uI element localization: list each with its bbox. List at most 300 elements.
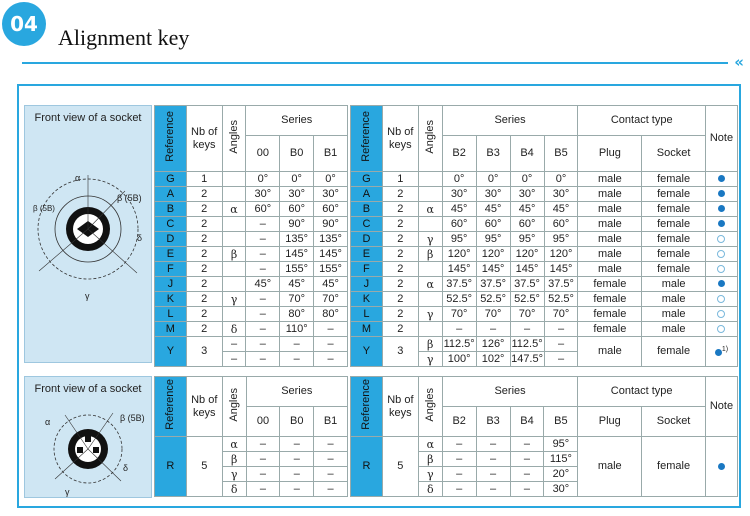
table-cell: 2 [186, 247, 222, 262]
table-cell: 0° [314, 172, 348, 187]
table-cell: 37.5° [476, 277, 510, 292]
filled-dot-icon [718, 175, 725, 182]
table-cell: 95° [510, 232, 544, 247]
reference-header: Reference [155, 377, 187, 437]
section-number-badge: 04 [2, 2, 46, 46]
table-cell: 30° [544, 187, 578, 202]
series-col: B4 [510, 136, 544, 172]
panel-caption: Front view of a socket [34, 112, 142, 124]
table-cell: 2 [382, 232, 418, 247]
reference-cell: C [155, 217, 187, 232]
table-cell: 135° [280, 232, 314, 247]
table-cell: 120° [510, 247, 544, 262]
table-cell: – [510, 437, 544, 452]
table-cell: 60° [314, 202, 348, 217]
angle-cell: γ [418, 307, 442, 322]
table-cell: – [544, 322, 578, 337]
page-title: Alignment key [58, 25, 190, 50]
table-cell: 52.5° [510, 292, 544, 307]
socket-cell: male [642, 307, 706, 322]
table-row [155, 217, 348, 232]
reference-cell: B [155, 202, 187, 217]
table-cell: 2 [382, 202, 418, 217]
table-cell: – [246, 247, 280, 262]
socket-front-view-panel [24, 105, 152, 363]
table-cell: – [442, 322, 476, 337]
table-cell: 80° [280, 307, 314, 322]
angle-cell: α [222, 202, 246, 217]
plug-cell: male [578, 337, 642, 367]
angle-cell: γ [418, 467, 442, 482]
angle-cell: α [418, 277, 442, 292]
nb-keys-header: Nb of keys [382, 106, 418, 172]
table-cell: 2 [186, 262, 222, 277]
table-row [155, 202, 348, 217]
table-cell: – [314, 452, 348, 467]
reference-cell: K [351, 292, 383, 307]
series-col: B5 [544, 136, 578, 172]
socket-cell: female [642, 247, 706, 262]
table-cell: 2 [186, 232, 222, 247]
contact-type-header: Contact type [578, 377, 706, 407]
table-cell: – [442, 482, 476, 497]
table-cell: 2 [186, 292, 222, 307]
table-cell: 120° [476, 247, 510, 262]
table-cell: – [280, 467, 314, 482]
table-cell: 100° [442, 352, 476, 367]
double-chevron-left-icon: « [734, 53, 744, 71]
table-cell: 2 [382, 307, 418, 322]
table-cell: 0° [544, 172, 578, 187]
table-row [351, 232, 738, 247]
table-cell: – [246, 467, 280, 482]
alignment-table-r-right [350, 376, 738, 497]
angle-cell [418, 262, 442, 277]
note-cell [705, 337, 737, 367]
filled-dot-icon [715, 349, 722, 356]
table-cell: – [246, 337, 280, 352]
table-cell: 95° [544, 437, 578, 452]
note-cell [705, 437, 737, 497]
angles-header: Angles [222, 377, 246, 437]
panel-caption: Front view of a socket [34, 383, 142, 395]
angle-cell: γ [222, 292, 246, 307]
angles-header: Angles [418, 377, 442, 437]
angle-cell [222, 262, 246, 277]
reference-cell: R [351, 437, 383, 497]
table-cell: 155° [314, 262, 348, 277]
plug-cell: male [578, 172, 642, 187]
angle-cell [222, 217, 246, 232]
reference-cell: E [155, 247, 187, 262]
table-row [155, 262, 348, 277]
table-cell: 115° [544, 452, 578, 467]
note-cell [705, 322, 737, 337]
empty-dot-icon [717, 235, 725, 243]
table-cell: 70° [510, 307, 544, 322]
table-cell: – [442, 437, 476, 452]
beta-label-right: β (5B) [117, 193, 142, 203]
angle-cell: γ [418, 232, 442, 247]
table-cell: 80° [314, 307, 348, 322]
table-cell: 2 [382, 217, 418, 232]
table-row [155, 322, 348, 337]
table-cell: – [510, 467, 544, 482]
angle-cell: β [418, 452, 442, 467]
table-cell: – [442, 452, 476, 467]
plug-cell: female [578, 307, 642, 322]
empty-dot-icon [717, 295, 725, 303]
table-cell: 120° [442, 247, 476, 262]
socket-drawing [25, 161, 151, 361]
table-cell: 70° [442, 307, 476, 322]
table-cell: – [314, 467, 348, 482]
table-cell: 90° [280, 217, 314, 232]
nb-keys-header: Nb of keys [382, 377, 418, 437]
table-cell: 60° [510, 217, 544, 232]
table-cell: – [222, 352, 246, 367]
angle-cell: β [222, 452, 246, 467]
table-cell: 2 [382, 262, 418, 277]
table-cell: 95° [544, 232, 578, 247]
table-cell: 5 [186, 437, 222, 497]
angle-cell [222, 187, 246, 202]
angle-cell: α [418, 437, 442, 452]
angle-cell: α [418, 202, 442, 217]
table-cell: 2 [382, 322, 418, 337]
table-cell: 120° [544, 247, 578, 262]
empty-dot-icon [717, 265, 725, 273]
table-cell: – [510, 322, 544, 337]
plug-cell: male [578, 202, 642, 217]
table-cell: – [246, 482, 280, 497]
table-cell: – [314, 352, 348, 367]
table-row [351, 277, 738, 292]
table-cell: 45° [476, 202, 510, 217]
table-row [351, 202, 738, 217]
reference-cell: M [155, 322, 187, 337]
reference-header: Reference [351, 377, 383, 437]
plug-cell: female [578, 322, 642, 337]
table-cell: – [280, 437, 314, 452]
socket-cell: female [642, 187, 706, 202]
alpha-label: α [75, 173, 81, 183]
socket-cell: male [642, 292, 706, 307]
table-cell: 20° [544, 467, 578, 482]
socket-drawing-r [25, 399, 151, 499]
reference-cell: M [351, 322, 383, 337]
table-cell: – [510, 452, 544, 467]
table-cell: 30° [246, 187, 280, 202]
table-cell: 52.5° [442, 292, 476, 307]
table-row [351, 262, 738, 277]
table-cell: 145° [280, 247, 314, 262]
table-cell: 0° [246, 172, 280, 187]
filled-dot-icon [718, 190, 725, 197]
table-cell: 145° [314, 247, 348, 262]
table-cell: – [476, 467, 510, 482]
table-row [155, 172, 348, 187]
table-cell: – [476, 437, 510, 452]
table-row [155, 247, 348, 262]
table-cell: 37.5° [544, 277, 578, 292]
table-row [351, 217, 738, 232]
socket-cell: female [642, 202, 706, 217]
table-cell: – [510, 482, 544, 497]
series-col: B3 [476, 136, 510, 172]
angle-cell [222, 172, 246, 187]
plug-header: Plug [578, 407, 642, 437]
table-cell: 30° [510, 187, 544, 202]
angle-cell [418, 217, 442, 232]
table-cell: 30° [314, 187, 348, 202]
plug-cell: female [578, 277, 642, 292]
angle-cell: α [222, 437, 246, 452]
nb-keys-header: Nb of keys [186, 106, 222, 172]
table-cell: 45° [280, 277, 314, 292]
table-cell: 70° [314, 292, 348, 307]
filled-dot-icon [718, 205, 725, 212]
note-cell [705, 247, 737, 262]
series-col: B3 [476, 407, 510, 437]
footnote-ref: 1) [721, 346, 729, 354]
angle-cell: β [222, 247, 246, 262]
note-cell [705, 307, 737, 322]
series-header: Series [442, 106, 578, 136]
table-row [351, 187, 738, 202]
angle-cell: γ [222, 467, 246, 482]
socket-cell: male [642, 322, 706, 337]
table-cell: 30° [544, 482, 578, 497]
angle-cell [418, 172, 442, 187]
table-cell: 60° [544, 217, 578, 232]
table-cell: 112.5° [511, 337, 543, 350]
table-cell: – [314, 337, 348, 352]
table-cell: – [280, 337, 314, 352]
table-cell: 0° [510, 172, 544, 187]
plug-cell: male [578, 437, 642, 497]
plug-cell: male [578, 232, 642, 247]
reference-cell: L [155, 307, 187, 322]
angle-cell [222, 232, 246, 247]
socket-cell: female [642, 262, 706, 277]
plug-cell: male [578, 187, 642, 202]
series-col: 00 [246, 407, 280, 437]
series-col: B0 [280, 407, 314, 437]
table-cell: 2 [382, 277, 418, 292]
table-cell: 95° [442, 232, 476, 247]
table-cell: 30° [476, 187, 510, 202]
table-cell: – [246, 437, 280, 452]
table-cell: – [442, 467, 476, 482]
table-cell: 1 [382, 172, 418, 187]
reference-cell: B [351, 202, 383, 217]
table-cell: 2 [186, 322, 222, 337]
table-cell: – [246, 217, 280, 232]
note-cell [705, 277, 737, 292]
angle-cell: β [418, 337, 442, 352]
empty-dot-icon [717, 310, 725, 318]
reference-cell: K [155, 292, 187, 307]
nb-keys-header: Nb of keys [186, 377, 222, 437]
reference-cell: C [351, 217, 383, 232]
series-col: B4 [510, 407, 544, 437]
table-row [155, 232, 348, 247]
table-cell: 145° [476, 262, 510, 277]
angle-cell: γ [418, 352, 442, 367]
table-cell: 112.5° [443, 337, 475, 350]
socket-front-view-panel-r [24, 376, 152, 498]
contact-type-header: Contact type [578, 106, 706, 136]
table-cell: 52.5° [476, 292, 510, 307]
table-cell: 2 [382, 247, 418, 262]
socket-cell: female [642, 337, 706, 367]
table-cell: 70° [280, 292, 314, 307]
table-cell: 0° [476, 172, 510, 187]
reference-cell: F [155, 262, 187, 277]
note-cell [705, 187, 737, 202]
plug-cell: male [578, 247, 642, 262]
series-col: B0 [280, 136, 314, 172]
table-cell: 135° [314, 232, 348, 247]
table-cell: – [280, 352, 314, 367]
table-cell: 60° [476, 217, 510, 232]
table-row [351, 337, 738, 352]
table-cell: 1 [186, 172, 222, 187]
reference-cell: D [155, 232, 187, 247]
table-cell: 90° [314, 217, 348, 232]
angle-cell: β [418, 247, 442, 262]
note-cell [705, 262, 737, 277]
alignment-table-r-left [154, 376, 348, 497]
reference-cell: E [351, 247, 383, 262]
table-cell: – [314, 482, 348, 497]
table-row [351, 307, 738, 322]
socket-cell: male [642, 277, 706, 292]
gamma-label: γ [65, 487, 70, 497]
plug-cell: male [578, 217, 642, 232]
series-col: 00 [246, 136, 280, 172]
table-cell: 2 [382, 187, 418, 202]
reference-cell: G [155, 172, 187, 187]
beta-label: β (5B) [33, 204, 55, 213]
table-cell: 2 [186, 187, 222, 202]
reference-cell: Y [155, 337, 187, 367]
note-cell [705, 202, 737, 217]
reference-header: Reference [351, 106, 383, 172]
plug-cell: female [578, 292, 642, 307]
table-cell: – [280, 482, 314, 497]
reference-header: Reference [155, 106, 187, 172]
table-cell: 0° [442, 172, 476, 187]
series-col: B1 [314, 136, 348, 172]
angles-header: Angles [418, 106, 442, 172]
table-cell: – [544, 352, 578, 367]
angle-cell: δ [222, 482, 246, 497]
alignment-table-left [154, 105, 348, 367]
table-cell: 70° [476, 307, 510, 322]
reference-cell: Y [351, 337, 383, 367]
table-cell: – [476, 482, 510, 497]
table-cell: 2 [186, 202, 222, 217]
table-cell: 0° [280, 172, 314, 187]
table-cell: 2 [186, 277, 222, 292]
reference-cell: L [351, 307, 383, 322]
note-cell [705, 217, 737, 232]
angle-cell: δ [222, 322, 246, 337]
table-row [351, 322, 738, 337]
note-cell [705, 292, 737, 307]
angle-cell [418, 322, 442, 337]
note-header: Note [705, 106, 737, 172]
empty-dot-icon [717, 250, 725, 258]
reference-cell: F [351, 262, 383, 277]
angle-cell [222, 307, 246, 322]
table-cell: 2 [186, 217, 222, 232]
note-header: Note [705, 377, 737, 437]
series-header: Series [246, 106, 348, 136]
table-row [155, 337, 348, 352]
table-cell: – [246, 352, 280, 367]
table-cell: – [246, 262, 280, 277]
table-cell: – [246, 322, 280, 337]
socket-cell: female [642, 437, 706, 497]
plug-cell: male [578, 262, 642, 277]
angle-cell [418, 187, 442, 202]
filled-dot-icon [718, 463, 725, 470]
table-row [155, 437, 348, 452]
reference-cell: J [351, 277, 383, 292]
table-row [155, 187, 348, 202]
table-cell: 147.5° [511, 352, 544, 365]
reference-cell: R [155, 437, 187, 497]
socket-header: Socket [642, 136, 706, 172]
table-cell: 45° [510, 202, 544, 217]
series-col: B2 [442, 136, 476, 172]
table-cell: 126° [476, 337, 510, 352]
table-cell: 155° [280, 262, 314, 277]
table-cell: 60° [246, 202, 280, 217]
socket-header: Socket [642, 407, 706, 437]
reference-cell: J [155, 277, 187, 292]
delta-label: δ [123, 463, 129, 473]
delta-label: δ [137, 233, 143, 243]
reference-cell: A [351, 187, 383, 202]
title-rule [22, 62, 728, 64]
table-cell: 37.5° [510, 277, 544, 292]
table-cell: 2 [186, 307, 222, 322]
series-col: B5 [544, 407, 578, 437]
socket-cell: female [642, 232, 706, 247]
angle-cell: δ [418, 482, 442, 497]
table-cell: – [476, 322, 510, 337]
filled-dot-icon [718, 220, 725, 227]
table-cell: 5 [382, 437, 418, 497]
alpha-label: α [45, 417, 51, 427]
beta-label: β (5B) [120, 413, 145, 423]
table-cell: 45° [544, 202, 578, 217]
reference-cell: D [351, 232, 383, 247]
table-row [351, 172, 738, 187]
table-cell: 52.5° [544, 292, 578, 307]
table-cell: 145° [510, 262, 544, 277]
series-col: B2 [442, 407, 476, 437]
table-cell: 3 [382, 337, 418, 367]
table-cell: – [314, 437, 348, 452]
table-cell: – [476, 452, 510, 467]
table-cell: 145° [442, 262, 476, 277]
table-cell: – [222, 337, 246, 352]
